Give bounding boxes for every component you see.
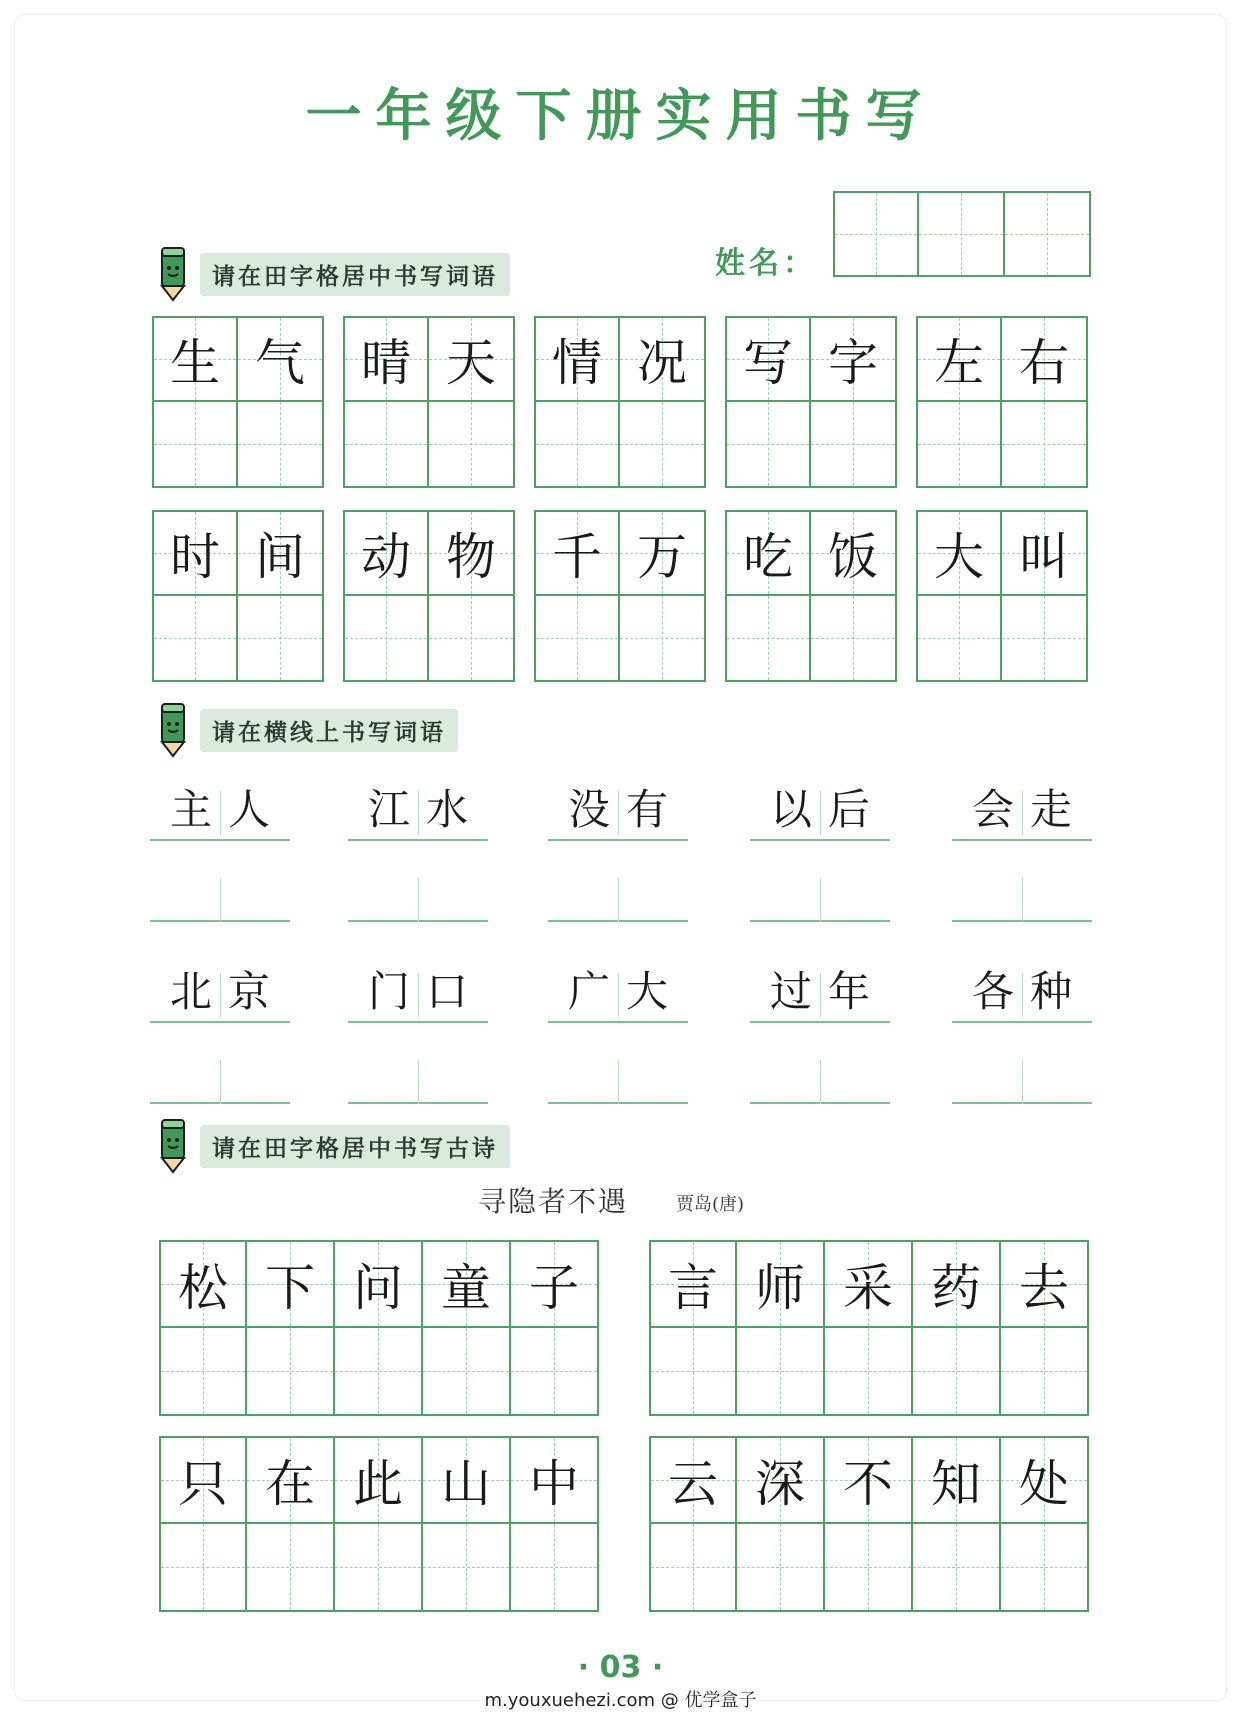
poem-line — [159, 1436, 599, 1612]
char: 间 — [255, 528, 305, 586]
blank-cell[interactable] — [247, 1524, 335, 1612]
char-cell — [423, 1240, 511, 1328]
blank-cell[interactable] — [916, 402, 1002, 488]
blank-cell[interactable] — [511, 1524, 599, 1612]
blank-cell[interactable] — [343, 402, 429, 488]
section-poem-header — [154, 1118, 510, 1174]
blank-cell[interactable] — [247, 1328, 335, 1416]
char: 气 — [255, 334, 305, 392]
char-cell — [620, 316, 706, 402]
poem-line — [649, 1436, 1089, 1612]
char: 下 — [265, 1259, 315, 1317]
line-word — [548, 785, 688, 841]
blank-cell[interactable] — [534, 402, 620, 488]
blank-cell[interactable] — [335, 1524, 423, 1612]
char-cell — [825, 1240, 913, 1328]
blank-cell[interactable] — [534, 596, 620, 682]
char: 水 — [425, 785, 468, 834]
blank-cell[interactable] — [649, 1524, 737, 1612]
char-cell — [423, 1436, 511, 1524]
blank-cell[interactable] — [916, 596, 1002, 682]
char: 大 — [934, 528, 984, 586]
section-label: 请在田字格居中书写词语 — [200, 253, 510, 296]
blank-cell[interactable] — [620, 596, 706, 682]
char: 走 — [1029, 785, 1072, 834]
name-cell[interactable] — [919, 191, 1005, 277]
grid-word — [725, 510, 897, 682]
name-cell[interactable] — [833, 191, 919, 277]
char: 口 — [425, 967, 468, 1016]
char: 在 — [265, 1455, 315, 1513]
char: 吃 — [743, 528, 793, 586]
blank-cell[interactable] — [335, 1328, 423, 1416]
char-cell — [725, 316, 811, 402]
char-cell — [649, 1240, 737, 1328]
grid-word — [152, 316, 324, 488]
char: 云 — [668, 1455, 718, 1513]
char: 深 — [755, 1455, 805, 1513]
char: 江 — [367, 785, 410, 834]
char: 各 — [971, 967, 1014, 1016]
char: 晴 — [361, 334, 411, 392]
char-cell — [534, 510, 620, 596]
line-word — [150, 785, 290, 841]
char: 时 — [170, 528, 220, 586]
char: 千 — [552, 528, 602, 586]
char-cell — [152, 510, 238, 596]
char: 写 — [743, 334, 793, 392]
char-cell — [534, 316, 620, 402]
blank-cell[interactable] — [423, 1328, 511, 1416]
line-word — [750, 785, 890, 841]
char-cell — [429, 510, 515, 596]
blank-cell[interactable] — [825, 1524, 913, 1612]
char: 叫 — [1019, 528, 1069, 586]
blank-line[interactable] — [548, 1054, 688, 1104]
char-cell — [1001, 1240, 1089, 1328]
blank-cell[interactable] — [1002, 596, 1088, 682]
char-cell — [159, 1436, 247, 1524]
poem-title: 寻隐者不遇 — [478, 1185, 629, 1218]
line-word — [952, 967, 1092, 1023]
blank-line[interactable] — [548, 872, 688, 922]
blank-cell[interactable] — [620, 402, 706, 488]
char: 门 — [367, 967, 410, 1016]
char: 天 — [446, 334, 496, 392]
blank-cell[interactable] — [811, 402, 897, 488]
blank-cell[interactable] — [1001, 1524, 1089, 1612]
blank-cell[interactable] — [737, 1524, 825, 1612]
blank-cell[interactable] — [913, 1524, 1001, 1612]
char: 饭 — [828, 528, 878, 586]
blank-cell[interactable] — [159, 1524, 247, 1612]
char: 去 — [1019, 1259, 1069, 1317]
char-cell — [725, 510, 811, 596]
blank-cell[interactable] — [649, 1328, 737, 1416]
char: 年 — [827, 967, 870, 1016]
char: 物 — [446, 528, 496, 586]
line-word — [348, 967, 488, 1023]
blank-cell[interactable] — [238, 402, 324, 488]
grid-word — [343, 510, 515, 682]
blank-cell[interactable] — [423, 1524, 511, 1612]
blank-cell[interactable] — [429, 596, 515, 682]
name-label: 姓名： — [715, 246, 817, 281]
page-title: 一年级下册实用书写 — [305, 84, 936, 149]
blank-cell[interactable] — [152, 402, 238, 488]
char: 会 — [971, 785, 1014, 834]
section-grid-words-header — [154, 246, 510, 302]
char: 过 — [769, 967, 812, 1016]
char: 处 — [1019, 1455, 1069, 1513]
char-cell — [811, 510, 897, 596]
char-cell — [247, 1240, 335, 1328]
line-word — [150, 967, 290, 1023]
blank-line[interactable] — [750, 1054, 890, 1104]
char: 情 — [552, 334, 602, 392]
footer-watermark: m.youxuehezi.com @ 优学盒子 — [484, 1690, 757, 1711]
char-cell — [737, 1436, 825, 1524]
char-cell — [335, 1436, 423, 1524]
pencil-icon — [154, 246, 192, 302]
char: 只 — [178, 1455, 228, 1513]
char-cell — [429, 316, 515, 402]
char: 生 — [170, 334, 220, 392]
grid-word — [916, 316, 1088, 488]
char: 师 — [755, 1259, 805, 1317]
char: 采 — [843, 1259, 893, 1317]
poem-line — [159, 1240, 599, 1416]
char-cell — [511, 1436, 599, 1524]
char: 言 — [668, 1259, 718, 1317]
char: 不 — [843, 1455, 893, 1513]
line-word — [548, 967, 688, 1023]
blank-cell[interactable] — [429, 402, 515, 488]
char: 主 — [169, 785, 212, 834]
char: 万 — [637, 528, 687, 586]
grid-word — [152, 510, 324, 682]
char: 以 — [769, 785, 812, 834]
char: 没 — [567, 785, 610, 834]
grid-word — [725, 316, 897, 488]
blank-cell[interactable] — [725, 596, 811, 682]
char-cell — [649, 1436, 737, 1524]
char-cell — [737, 1240, 825, 1328]
section-label: 请在横线上书写词语 — [200, 709, 458, 752]
char: 童 — [441, 1259, 491, 1317]
name-cell[interactable] — [1005, 191, 1091, 277]
char: 字 — [828, 334, 878, 392]
char-cell — [916, 510, 1002, 596]
char-cell — [811, 316, 897, 402]
char: 大 — [625, 967, 668, 1016]
char: 问 — [353, 1259, 403, 1317]
char-cell — [1002, 510, 1088, 596]
blank-cell[interactable] — [159, 1328, 247, 1416]
char: 药 — [931, 1259, 981, 1317]
char-cell — [916, 316, 1002, 402]
blank-cell[interactable] — [511, 1328, 599, 1416]
char-cell — [238, 316, 324, 402]
char: 人 — [227, 785, 270, 834]
blank-cell[interactable] — [825, 1328, 913, 1416]
blank-line[interactable] — [952, 1054, 1092, 1104]
char-cell — [238, 510, 324, 596]
blank-cell[interactable] — [343, 596, 429, 682]
blank-cell[interactable] — [152, 596, 238, 682]
page-number: · 03 · — [577, 1650, 664, 1685]
char: 中 — [529, 1455, 579, 1513]
char: 山 — [441, 1455, 491, 1513]
blank-line[interactable] — [150, 1054, 290, 1104]
char: 广 — [567, 967, 610, 1016]
blank-cell[interactable] — [1001, 1328, 1089, 1416]
char-cell — [825, 1436, 913, 1524]
poem-author: 贾岛(唐) — [676, 1194, 745, 1215]
char: 北 — [169, 967, 212, 1016]
char-cell — [1002, 316, 1088, 402]
char-cell — [511, 1240, 599, 1328]
char-cell — [335, 1240, 423, 1328]
char-cell — [913, 1436, 1001, 1524]
char-cell — [247, 1436, 335, 1524]
grid-word — [343, 316, 515, 488]
line-word — [952, 785, 1092, 841]
line-word — [750, 967, 890, 1023]
blank-line[interactable] — [348, 1054, 488, 1104]
char: 左 — [934, 334, 984, 392]
grid-word — [534, 316, 706, 488]
char: 有 — [625, 785, 668, 834]
line-word — [348, 785, 488, 841]
char: 后 — [827, 785, 870, 834]
char: 况 — [637, 334, 687, 392]
blank-cell[interactable] — [725, 402, 811, 488]
pencil-icon — [154, 702, 192, 758]
blank-cell[interactable] — [1002, 402, 1088, 488]
blank-cell[interactable] — [811, 596, 897, 682]
char: 右 — [1019, 334, 1069, 392]
blank-line[interactable] — [952, 872, 1092, 922]
char-cell — [913, 1240, 1001, 1328]
blank-line[interactable] — [348, 872, 488, 922]
char-cell — [343, 316, 429, 402]
char-cell — [620, 510, 706, 596]
poem-line — [649, 1240, 1089, 1416]
blank-cell[interactable] — [238, 596, 324, 682]
pencil-icon — [154, 1118, 192, 1174]
grid-word — [916, 510, 1088, 682]
char: 种 — [1029, 967, 1072, 1016]
char: 知 — [931, 1455, 981, 1513]
blank-line[interactable] — [150, 872, 290, 922]
char-cell — [152, 316, 238, 402]
blank-line[interactable] — [750, 872, 890, 922]
blank-cell[interactable] — [737, 1328, 825, 1416]
char: 松 — [178, 1259, 228, 1317]
char: 京 — [227, 967, 270, 1016]
blank-cell[interactable] — [913, 1328, 1001, 1416]
char-cell — [159, 1240, 247, 1328]
grid-word — [534, 510, 706, 682]
section-line-words-header — [154, 702, 458, 758]
char: 子 — [529, 1259, 579, 1317]
char-cell — [1001, 1436, 1089, 1524]
char: 此 — [353, 1455, 403, 1513]
char-cell — [343, 510, 429, 596]
char: 动 — [361, 528, 411, 586]
name-boxes[interactable] — [833, 191, 1091, 277]
section-label: 请在田字格居中书写古诗 — [200, 1125, 510, 1168]
